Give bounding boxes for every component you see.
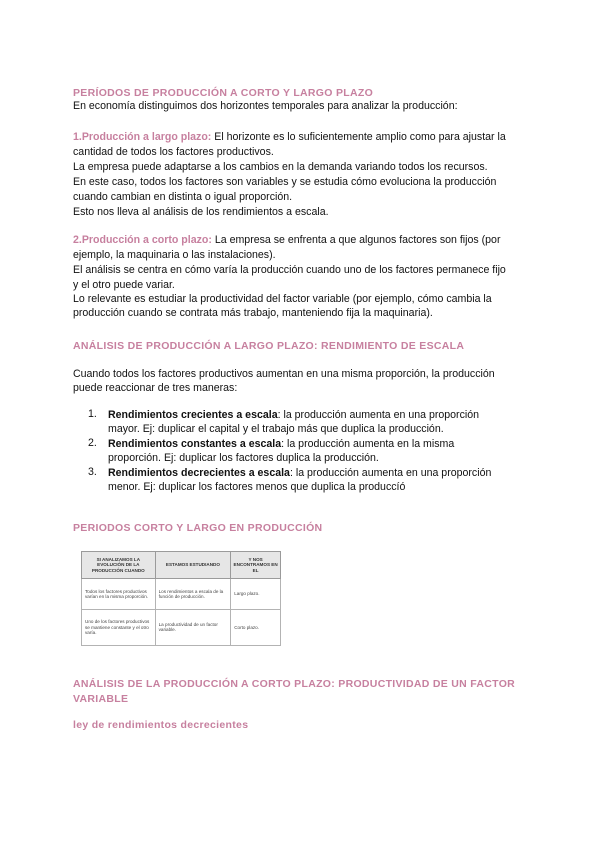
corto-plazo-line-2: ejemplo, la maquinaria o las instalaciones). bbox=[73, 249, 276, 261]
corto-plazo-line-3: El análisis se centra en cómo varía la producción cuando uno de los factores permanece fijo bbox=[73, 264, 506, 276]
corto-plazo-line-6: producción cuando se contrata más trabajo, manteniendo fija la maquinaria). bbox=[73, 307, 433, 319]
list-item-text: : la producción aumenta en una proporción bbox=[277, 409, 480, 421]
list-item-constantes bbox=[108, 437, 454, 451]
largo-plazo-line-3: La empresa puede adaptarse a los cambios en la demanda variando todos los recursos. bbox=[73, 161, 488, 173]
list-item-bold: Rendimientos crecientes a escala bbox=[108, 409, 278, 421]
section-title-periodos: PERÍODOS DE PRODUCCIÓN A CORTO Y LARGO PLAZO bbox=[73, 87, 374, 99]
table-cell: La productividad de un factor variable. bbox=[155, 609, 231, 645]
list-item-crecientes bbox=[108, 408, 479, 422]
periods-table bbox=[81, 551, 281, 646]
table-cell: Todos los factores productivos varían en la misma proporción. bbox=[82, 579, 156, 609]
table-header-cell: ESTAMOS ESTUDIANDO bbox=[155, 552, 231, 579]
intro-text: En economía distinguimos dos horizontes temporales para analizar la producción: bbox=[73, 100, 458, 112]
section-title-corto-plazo-1: ANÁLISIS DE LA PRODUCCIÓN A CORTO PLAZO: PRODUCTIVIDAD DE UN FACTOR bbox=[73, 678, 516, 690]
corto-plazo-line-5: Lo relevante es estudiar la productividad del factor variable (por ejemplo, cómo cambia la bbox=[73, 293, 492, 305]
largo-plazo-line-1 bbox=[73, 130, 506, 144]
list-item-decrecientes-line-2: menor. Ej: duplicar los factores menos que duplica la produccíó bbox=[108, 481, 406, 493]
table-cell: Los rendimientos a escala de la función de producción. bbox=[155, 579, 231, 609]
table-cell: Corto plazo. bbox=[231, 609, 281, 645]
subtitle-ley-rendimientos: ley de rendimientos decrecientes bbox=[73, 719, 249, 731]
list-item-bold: Rendimientos decrecientes a escala bbox=[108, 467, 290, 479]
corto-plazo-line-1 bbox=[73, 233, 500, 247]
largo-plazo-text: El horizonte es lo suficientemente amplio como para ajustar la bbox=[211, 131, 506, 143]
list-item-bold: Rendimientos constantes a escala bbox=[108, 438, 282, 450]
section-title-periodos-corto-largo: PERIODOS CORTO Y LARGO EN PRODUCCIÓN bbox=[73, 522, 323, 534]
list-item-text: : la producción aumenta en la misma bbox=[281, 438, 455, 450]
list-item-text: : la producción aumenta en una proporción bbox=[289, 467, 492, 479]
table-header-cell: Y NOS ENCONTRAMOS EN EL bbox=[231, 552, 281, 579]
table-header-cell: SI ANALIZAMOS LA EVOLUCIÓN DE LA PRODUCCIÓN CUANDO bbox=[82, 552, 156, 579]
largo-plazo-label: 1.Producción a largo plazo: bbox=[73, 131, 212, 143]
table-row bbox=[82, 609, 281, 645]
list-item-crecientes-line-2: mayor. Ej: duplicar el capital y el trabajo más que duplica la producción. bbox=[108, 423, 444, 435]
corto-plazo-line-4: y el otro puede variar. bbox=[73, 279, 175, 291]
largo-plazo-line-4: En este caso, todos los factores son variables y se estudia cómo evoluciona la producción bbox=[73, 176, 497, 188]
list-number: 1. bbox=[88, 408, 97, 420]
list-item-constantes-line-2: proporción. Ej: duplicar los factores duplica la producción. bbox=[108, 452, 379, 464]
table-row bbox=[82, 579, 281, 609]
largo-plazo-line-2: cantidad de todos los factores productivos. bbox=[73, 146, 274, 158]
table-cell: Uno de los factores productivos se mantiene constante y el otro varía. bbox=[82, 609, 156, 645]
list-item-decrecientes bbox=[108, 466, 491, 480]
rendimiento-intro-1: Cuando todos los factores productivos aumentan en una misma proporción, la producción bbox=[73, 368, 495, 380]
corto-plazo-label: 2.Producción a corto plazo: bbox=[73, 234, 212, 246]
largo-plazo-line-6: Esto nos lleva al análisis de los rendimientos a escala. bbox=[73, 206, 329, 218]
table-header-row bbox=[82, 552, 281, 579]
largo-plazo-line-5: cuando cambian en distinta o igual proporción. bbox=[73, 191, 293, 203]
rendimiento-intro-2: puede reaccionar de tres maneras: bbox=[73, 382, 238, 394]
corto-plazo-text: La empresa se enfrenta a que algunos factores son fijos (por bbox=[211, 234, 501, 246]
section-title-rendimiento-escala: ANÁLISIS DE PRODUCCIÓN A LARGO PLAZO: RENDIMIENTO DE ESCALA bbox=[73, 340, 465, 352]
table-cell: Largo plazo. bbox=[231, 579, 281, 609]
list-number: 3. bbox=[88, 466, 97, 478]
section-title-corto-plazo-2: VARIABLE bbox=[73, 693, 129, 705]
list-number: 2. bbox=[88, 437, 97, 449]
